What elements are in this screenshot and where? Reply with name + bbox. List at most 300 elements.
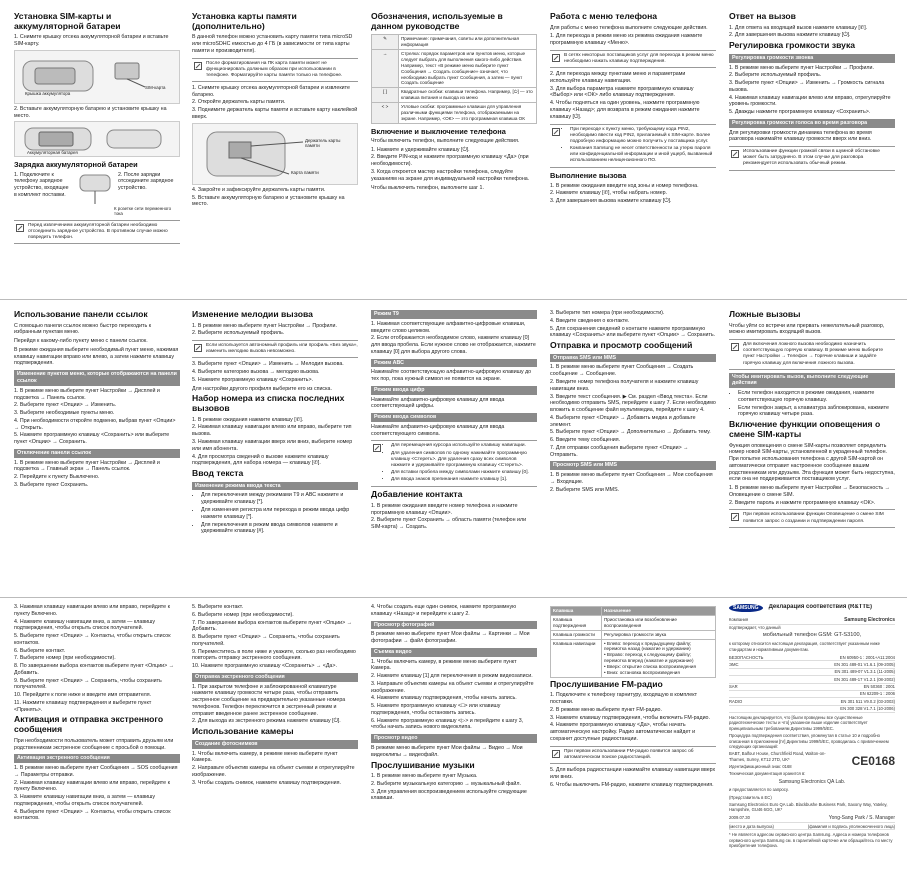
phone-sim-illustration: [14, 50, 180, 104]
sim-step: 4. Нажмите клавишу навигации вниз, а затем — клавишу подтверждения, чтобы открыть список получателей.: [14, 618, 155, 632]
p1-c2-steps-2: [192, 187, 358, 208]
memory-card-illustration: [192, 123, 358, 185]
card-holder-label: Держатель карты памяти: [305, 137, 341, 149]
answer-step: 1. Для ответа на входящий вызов нажмите клавишу [✆].: [729, 24, 868, 31]
table-cell: Приостановка или возобновление воспроизведения: [602, 615, 716, 630]
sim-alert-steps-cont: [14, 604, 180, 713]
symbol-glyph: ✎: [372, 35, 399, 50]
battery-cover-label: Крышка аккумулятора: [25, 90, 71, 96]
contact-steps: [371, 503, 537, 531]
table-cell: • Влево: переход к предыдущему файлу; перемотка назад (нажатие и удержание) • Вправо: переход к следующему файлу; перемотка вперед (нажатие и удержание) • Вверх: открытие списка воспроизведения • Вниз: остановка воспроизведения: [602, 639, 716, 677]
battery-illustration: [14, 121, 180, 157]
note-icon: [194, 62, 202, 70]
shortcut-step: 4. При необходимости откройте подменю, выбрав пункт <Опции> → Открыть.: [14, 417, 176, 431]
fm-step: 3. Нажмите клавишу подтверждения, чтобы включить FM-радио.: [550, 714, 710, 721]
p2-col-1: [14, 310, 180, 592]
p2-col-3: [371, 310, 537, 592]
p1-c4-step: 2. Для перехода между пунктами меню и параметрами используйте клавишу навигации.: [550, 71, 686, 84]
shortcut-off-step: 1. В режиме меню выберите пункт Настройки → Дисплей и подсветка → Главный экран → Панель ссылок.: [14, 459, 160, 473]
video-step: 3. Направьте объектив камеры на объект съемки и отрегулируйте изображение.: [371, 680, 534, 694]
t9-steps: [371, 321, 537, 356]
call-steps: [550, 183, 716, 205]
decl-sign-row: [729, 815, 895, 823]
fake-call-bar: Чтобы имитировать вызов, выполните следующие действия: [729, 373, 895, 389]
standard-row: [729, 669, 895, 676]
note-icon: [373, 444, 381, 452]
dial-step: 1. В режиме ожидания нажмите клавишу [✆].: [192, 416, 304, 423]
video-step: 5. Нажмите программную клавишу <□> или клавишу подтверждения, чтобы остановить запись.: [371, 703, 501, 716]
p2-c1-title: Использование панели ссылок: [14, 310, 148, 319]
sim-step: 10. Перейдите к поле ниже и введите имя отправителя.: [14, 692, 152, 699]
fm-steps: [550, 692, 716, 742]
view-photos-text: В режиме меню выберите пункт Мои файлы → Картинки → Мои фотографии → файл фотографии.: [371, 631, 530, 645]
symbol-text: Примечание: примечания, советы или дополнительная информация: [399, 35, 537, 50]
p1-col-4: [550, 12, 716, 297]
sim-alert-p: Функция оповещения о смене SIM-карты позволяет определить номер новой SIM-карты, установленной в украденный телефон. При попытке использования телефона с другой SIM-картой он автоматически отправит настроенное сообщение вашим родственникам или друзьям. Эта функция может быть недоступна, если она не поддерживается поставщиком услуг.: [729, 442, 895, 483]
socket-label: К розетке сети переменного тока: [114, 205, 172, 217]
decl-claim: к которому относится настоящая декларация, соответствует указанным ниже стандартам и нормативным документам.: [729, 641, 880, 652]
shortcut-off-bar: Отключение панели ссылок: [14, 449, 180, 458]
fake-call-p: Чтобы уйти со встречи или прервать нежелательный разговор, можно имитировать входящий вызов.: [729, 322, 885, 336]
sim-step: 9. Выберите пункт <Опции> → Сохранить, чтобы сохранить получателей.: [14, 677, 162, 691]
num-bar: Режим ввода цифр: [371, 386, 537, 395]
symbol-row: [372, 88, 537, 103]
camera-step: 3. Чтобы создать снимок, нажмите клавишу подтверждения.: [192, 779, 341, 786]
sms-step: 6. Введите тему сообщения.: [550, 437, 621, 444]
t9-bar: Режим T9: [371, 310, 537, 319]
charge-title: Зарядка аккумуляторной батареи: [14, 160, 138, 170]
sos-send-bar: Отправка экстренного сообщения: [192, 673, 358, 682]
symbol-glyph: [ ]: [372, 88, 399, 103]
contact-title: Добавление контакта: [371, 489, 463, 500]
volume-title: Регулировка громкости звука: [729, 40, 856, 51]
answer-step: 2. Для завершения вызова нажмите клавишу [⏻].: [729, 32, 851, 39]
declaration: [729, 616, 895, 848]
p1-col-3: [371, 12, 537, 297]
p1-c2-step: 1. Снимите крышку отсека аккумуляторной батареи и извлеките батарею.: [192, 84, 350, 98]
video-steps: [371, 659, 537, 732]
view-sms-steps: [550, 472, 716, 493]
p1-c2-step: 2. Откройте держатель карты памяти.: [192, 99, 286, 106]
contact-step: 2. Выберите пункт Сохранить → область памяти (телефон или SIM-карта) → Создать.: [371, 517, 527, 531]
sos-send-steps: [192, 684, 358, 726]
sim-step: 1. В режиме меню выберите пункт Настройки → Безопасность → Оповещение о смене SIM.: [729, 485, 890, 498]
note-icon: [552, 750, 560, 758]
video-step: 1. Чтобы включить камеру, в режиме меню выберите пункт Камера.: [371, 658, 517, 672]
standard-category: SAR: [729, 684, 738, 690]
standard-row: [729, 654, 895, 661]
symbol-text: Угловые скобки: программные клавиши для управления различными функциями телефона, отображаемыми на экране. Например, <ОК> — это программная клавиша ОК: [399, 103, 537, 124]
sos-step: 6. Выберите номер (при необходимости).: [192, 611, 294, 618]
table-cell: Клавиша громкости: [551, 630, 602, 639]
shortcut-off-step: 3. Выберите пункт Сохранить.: [14, 481, 89, 488]
decl-signer: Yong-Sang Park / S. Manager: [828, 815, 895, 822]
sos-send-step: 1. При закрытом телефоне и заблокированной клавиатуре нажмите клавишу громкости четыре раза, чтобы отправить экстренное сообщение на предварительно указанные номера телефонов. Телефон переключится в экстренный режим и отправит введенное ранее экстренное сообщение.: [192, 683, 346, 717]
fm-step: 1. Подключите к телефону гарнитуру, входящую в комплект поставки.: [550, 692, 698, 706]
power-steps: [371, 147, 537, 183]
p1-c4-intro: Для работы с меню телефона выполните следующие действия.: [550, 24, 708, 31]
volume-step: 1. В режиме меню выберите пункт Настройки → Профили.: [729, 64, 874, 71]
camera-step: 2. Направьте объектив камеры на объект съемки и отрегулируйте изображение.: [192, 765, 355, 778]
shortcut-off-step: 2. Перейдите к пункту Выключено.: [14, 474, 100, 481]
standards-list: [729, 654, 895, 713]
call-step: 2. Нажмите клавишу [✆], чтобы набрать номер.: [550, 190, 668, 197]
video-bar: Съемка видео: [371, 648, 537, 657]
note-icon: [552, 54, 560, 62]
samsung-logo: SAMSUNG: [729, 604, 763, 612]
fm-note: [550, 746, 716, 764]
messages-title: Отправка и просмотр сообщений: [550, 340, 693, 351]
ringtone-step: 1. В режиме меню выберите пункт Настройки → Профили.: [192, 322, 337, 329]
volume-step: 3. Выберите пункт <Опции> → Изменить → Громкость сигнала вызова.: [729, 80, 885, 93]
contact-step: 4. Введите сведения о контакте.: [550, 317, 630, 324]
p1-c5-note-text: Использование функции громкой связи в шумной обстановке может быть затруднено. В этом случае для разговора рекомендуется использовать обычный режим.: [743, 149, 880, 167]
dial-title: Набор номера из списка последних вызовов: [192, 393, 345, 414]
table-row: [551, 630, 716, 639]
sms-step: 2. Введите номер телефона получателя и нажмите клавишу навигации вниз.: [550, 378, 699, 392]
p1-c1-title: Установка SIM-карты и аккумуляторной батареи: [14, 12, 121, 31]
charger-icon: [76, 172, 114, 206]
decl-org-id: Идентификационный знак: 0168: [729, 764, 792, 770]
view-photos-bar: Просмотр фотографий: [371, 621, 537, 630]
power-title: Включение и выключение телефона: [371, 126, 506, 136]
standard-category: БЕЗОПАСНОСТЬ: [729, 654, 764, 660]
sos-step: 9. Переместитесь в поле ниже и укажите, сколько раз необходимо повторить отправку экстренного сообщения.: [192, 648, 356, 662]
sim-step: 11. Нажмите клавишу подтверждения и выберите пункт <Принять>.: [14, 699, 152, 713]
sos-send-step: 2. Для выхода из экстренного режима нажмите клавишу [⏻].: [192, 718, 341, 725]
p1-c1-note: [14, 220, 180, 244]
decl-company: Samsung Electronics: [844, 616, 895, 623]
dial-step: 3. Нажимая клавишу навигации вверх или вниз, выберите номер или имя абонента.: [192, 439, 353, 452]
send-sms-bar: Отправка SMS или MMS: [550, 354, 716, 363]
power-step: 2. Введите PIN-код и нажмите программную клавишу <Да> (при необходимости).: [371, 154, 529, 168]
sos-activate-bar: Активация экстренного сообщения: [14, 754, 180, 763]
sms-step: 1. В режиме меню выберите пункт Сообщения → Создать сообщение → Сообщение.: [550, 364, 694, 378]
standard-code: EN 301 489-17 V1.2.1 (08-2002): [834, 676, 895, 682]
contact-step: 1. В режиме ожидания введите номер телефона и нажмите программную клавишу <Опции>.: [371, 502, 518, 516]
text-mode-bar: Изменение режима ввода текста: [192, 482, 358, 491]
p1-c2-steps: [192, 85, 358, 121]
sos-step: 2. Нажимая клавишу навигации влево или вправо, перейдите к пункту Включено.: [14, 779, 170, 793]
fm-step: 5. Для выбора радиостанции нажимайте клавишу навигации вверх или вниз.: [550, 766, 716, 780]
decl-body: Настоящим декларируется, что [были проведены все существенные радиотехнические тесты и что] указанное выше изделие соответствует принципиальным требованиям Директивы 1999/5/EC.: [729, 715, 868, 731]
fake-call-item: • Если телефон закрыт, а клавиатура заблокирована, нажмите горячую клавишу четыре раза.: [738, 405, 895, 419]
standard-code: EN 301 511 V9.0.2 (03-2003): [840, 698, 895, 704]
dial-steps: [192, 417, 358, 467]
ringtone-step: 3. Выберите пункт <Опции> → Изменить → Мелодия вызова.: [192, 361, 344, 368]
fake-call-note-text: Для включения ложного вызова необходимо назначить соответствующую горячую клавишу. В режиме меню выберите пункт Настройки → Телефон → Горячие клавиши и задайте горячую клавишу для включения ложного вызова.: [743, 342, 884, 366]
charge-step-1: 1. Подключите к телефону зарядное устройство, входящее в комплект поставки.: [14, 171, 69, 198]
music-title: Прослушивание музыки: [371, 759, 475, 770]
note-item: • Для вставки пробела между символами нажмите клавишу [0].: [391, 470, 537, 476]
decl-rep: (Представитель в ЕС): [729, 794, 772, 800]
memory-card-icon: [193, 124, 357, 184]
shortcut-step: 2. Выберите пункт <Опции> → Изменить.: [14, 402, 117, 409]
call-volume-bar: Регулировка громкости голоса во время разговора: [729, 119, 895, 128]
ring-volume-bar: Регулировка громкости звонка: [729, 54, 895, 63]
sim-card-label: SIM-карта: [145, 84, 166, 90]
decl-provide: и предоставляется по запросу.: [729, 787, 789, 793]
column-header: Назначение: [602, 607, 716, 616]
ringtone-note-text: Если используется автономный профиль или профиль «Без звука», изменить мелодию вызова невозможно.: [206, 343, 358, 355]
symbol-row: [372, 35, 537, 50]
standard-code: EN 301 489-01 V1.6.1 (09-2005): [834, 661, 895, 667]
p1-col-2: [192, 12, 358, 297]
note-item: • При переходе к пункту меню, требующему кода PIN2, необходимо ввести код PIN2, прилагаемый к SIM-карте. Более подробную информацию можно получить у поставщика услуг.: [570, 127, 716, 145]
standard-row: [729, 691, 895, 698]
fm-title: Прослушивание FM-радио: [550, 678, 663, 689]
standard-code: EN 300 328 V1.7.1 (10-2006): [840, 706, 895, 712]
note-icon: [731, 513, 739, 521]
ringtone-steps: [192, 323, 358, 338]
p1-c4-steps: [550, 71, 716, 120]
p3-col-5: [729, 604, 895, 891]
p2-c1-p3: В режиме ожидания выберите необходимый пункт меню, нажимая клавишу навигации вправо или влево, а затем нажмите клавишу подтверждения.: [14, 346, 179, 367]
sos-step: 10. Нажмите программную клавишу <Сохранить> → <Да>.: [192, 663, 337, 670]
note-icon: [16, 224, 24, 232]
decl-title: Декларация соответствия (R&TTE): [768, 604, 873, 611]
photo-bar: Создание фотоснимков: [192, 740, 358, 749]
sos-step: 8. Выберите пункт <Опции> → Сохранить, чтобы сохранить получателей.: [192, 634, 340, 647]
table-cell: Регулировка громкости звука: [602, 630, 716, 639]
table-cell: Клавиша навигации: [551, 639, 602, 677]
view-video-bar: Просмотр видео: [371, 734, 537, 743]
p1-c3-title: Обозначения, используемые в данном руководстве: [371, 12, 503, 31]
sim-step: 6. Выберите контакт.: [14, 647, 66, 654]
sim-step: 3. Нажимая клавишу навигации влево или вправо, перейдите к пункту Включено.: [14, 604, 170, 617]
ce-mark-icon: CE0168: [851, 753, 895, 768]
shortcut-step: 3. Выберите необходимые пункты меню.: [14, 410, 115, 417]
p1-c2-note: [192, 58, 358, 82]
music-keys-table: [550, 606, 716, 678]
standard-code: EN 60950-1 : 2001+A11:2004: [839, 654, 895, 660]
sos-step: 3. Нажмите клавишу навигации вниз, а затем — клавишу подтверждения, чтобы открыть список получателей.: [14, 794, 155, 807]
decl-addr: Samsung Electronics Euro QA Lab. Blackbushe Business Park, Saxony Way, Yateley, Hampshire, GU46 6GG, UK*: [729, 801, 888, 813]
symbols-table: [371, 34, 537, 123]
t9-step: 2. Если отображается необходимое слово, нажмите клавишу [0] для ввода пробела. Если нужное слово не отображается, нажмите клавишу [0] для выбора другого слова.: [371, 335, 536, 355]
t9-step: 1. Нажимая соответствующие алфавитно-цифровые клавиши, введите слово целиком.: [371, 320, 526, 334]
music-steps: [371, 773, 537, 802]
send-sms-steps: [550, 364, 716, 458]
fm-step: 2. В режиме меню выберите пункт FM-радио.: [550, 706, 662, 713]
sos-step: 1. В режиме меню выберите пункт Сообщения → SOS сообщения → Параметры отправки.: [14, 765, 178, 778]
standard-row: [729, 676, 895, 683]
p1-c2-step: 4. Закройте и зафиксируйте держатель карты памяти.: [192, 186, 326, 193]
view-step: 1. В режиме меню выберите пункт Сообщения → Мои сообщения → Входящие.: [550, 472, 713, 485]
sos-steps: [14, 765, 180, 822]
camera-steps: [192, 751, 358, 787]
power-intro: Чтобы включить телефон, выполните следующие действия.: [371, 137, 520, 144]
music-step: 1. В режиме меню выберите пункт Музыка.: [371, 773, 478, 780]
fm-note-text: При первом использовании FM-радио появится запрос об автоматическом поиске радиостанций.: [564, 748, 694, 760]
note-item: • Для удаления символов по одному нажимайте программную клавишу <Стереть>. Для удаления сразу всех символов нажмите и удерживайте программную клавишу <Стереть>.: [391, 451, 537, 469]
shortcut-step: 5. Нажмите программную клавишу <Сохранить> или выберите пункт <Опции> → Сохранить.: [14, 432, 170, 446]
sos-step: 7. По завершении выбора контактов выберите пункт <Опции> → Добавить.: [192, 619, 352, 633]
camera-step: 1. Чтобы включить камеру, в режиме меню выберите пункт Камера.: [192, 750, 338, 764]
call-title: Выполнение вызова: [550, 171, 627, 181]
dial-step: 4. Для просмотра сведений о вызове нажмите клавишу подтверждения, для набора номера — клавишу [✆].: [192, 453, 329, 467]
battery-label: Аккумуляторная батарея: [27, 150, 78, 156]
view-sms-bar: Просмотр SMS или MMS: [550, 461, 716, 470]
p1-c1-step2: 2. Вставьте аккумуляторную батарею и установите крышку на место.: [14, 105, 167, 119]
charge-steps: [14, 172, 180, 206]
p1-c4-step: 3. Для выбора параметра нажмите программную клавишу <Выбор> или <ОК> либо клавишу подтверждения.: [550, 85, 694, 99]
shortcut-off-steps: [14, 460, 180, 489]
sos-step: 5. Выберите контакт.: [192, 604, 244, 610]
divider: [0, 299, 907, 300]
p2-c1-p1: С помощью панели ссылок можно быстро переходить к избранным пунктам меню.: [14, 322, 152, 336]
text-input-title: Ввод текста: [192, 468, 244, 479]
p1-c2-title: Установка карты памяти (дополнительно): [192, 12, 297, 31]
shortcut-edit-bar: Изменение пунктов меню, которые отображаются на панели ссылок: [14, 370, 180, 386]
note-icon: [552, 128, 560, 136]
ringtone-note: [192, 340, 358, 358]
sym-text: Нажимайте алфавитно-цифровую клавишу для ввода соответствующего символа.: [371, 423, 505, 437]
charge-step-2: 2. После зарядки отсоедините зарядное устройство.: [118, 171, 174, 192]
fm-steps-2: [550, 767, 716, 788]
ringtone-step: 5. Нажмите программную клавишу <Сохранить>.: [192, 376, 314, 383]
note-icon: [731, 343, 739, 351]
p1-c2-note-text: После форматирования на ПК карта памяти может не функционировать должным образом при использовании в телефоне. Форматируйте карты памяти только на телефоне.: [206, 60, 343, 78]
memory-card-label: Карта памяти: [291, 169, 319, 175]
p3-col-2: [192, 604, 358, 891]
abc-bar: Режим АВС: [371, 359, 537, 368]
decl-header: [729, 604, 895, 612]
decl-signer-label: (фамилия и подпись уполномоченного лица): [807, 823, 895, 829]
text-mode-list: [192, 492, 358, 535]
sms-step: 3. Введите текст сообщения. ▶ См. раздел «Ввод текста». Если необходимо отправить SMS, перейдите к шагу 7. Если необходимо вложить в сообщение файл мультимедиа, перейдите к шагу 4.: [550, 393, 716, 414]
p1-c4-step1: 1. Для перехода в режим меню из режима ожидания нажмите программную клавишу <Меню>.: [550, 33, 703, 47]
video-step: 4. Нажмите клавишу подтверждения, чтобы начать запись.: [371, 695, 517, 702]
standard-code: EN 62209-1 : 2006: [859, 691, 895, 697]
p3-col-4: [550, 604, 716, 891]
note-icon: [194, 344, 202, 352]
camera-title: Использование камеры: [192, 726, 294, 737]
panel-2: [0, 302, 907, 594]
p2-c1-p2: Перейдя к какому-либо пункту меню с панели ссылок.: [14, 338, 148, 345]
text-mode-item: • Для изменения регистра или перехода в режим ввода цифр нажмите клавишу [*].: [201, 507, 358, 521]
ringtone-steps-2: [192, 361, 358, 383]
sim-alert-steps: [729, 485, 895, 506]
p1-c1-note-text: Перед извлечением аккумуляторной батареи необходимо отсоединить зарядное устройство. В противном случае можно повредить телефон.: [28, 222, 168, 241]
p1-c2-step: 3. Поднимите держатель карты памяти и вставьте карту наклейкой вверх.: [192, 107, 358, 120]
text-note-list: [385, 443, 537, 483]
note-item: • Для ввода знаков препинания нажмите клавишу [1].: [391, 477, 537, 483]
shortcut-edit-steps: [14, 388, 180, 446]
standard-row: [729, 706, 895, 713]
call-step: 3. Для завершения вызова нажмите клавишу [⏻].: [550, 198, 672, 205]
sos-p: При необходимости пользователь может отправить друзьям или родственникам экстренное сообщение с просьбой о помощи.: [14, 737, 174, 751]
answer-steps: [729, 25, 895, 40]
sos-title: Активация и отправка экстренного сообщения: [14, 714, 164, 735]
p1-c4-step: 4. Чтобы подняться на один уровень, нажмите программную клавишу <Назад>; для возврата в режим ожидания нажмите клавишу [⏻].: [550, 100, 700, 120]
symbol-text: Стрелка: порядок параметров или пунктов меню, которые следует выбрать для выполнения какого-либо действия. Например, текст «В режиме меню выберите пункт Сообщения → Создать сообщение» означает, что необходимо выбрать пункт Сообщения, а затем — пункт Создать сообщение: [399, 50, 537, 88]
volume-step: 4. Нажимая клавишу навигации влево или вправо, отрегулируйте уровень громкости.: [729, 94, 891, 108]
standard-code: EN 50360 : 2001: [863, 684, 895, 690]
divider: [0, 597, 907, 598]
p1-col-1: [14, 12, 180, 297]
decl-org: BABT, Balfour House, Churchfield Road, Walton-on-Thames, Surrey, KT12 2TD, UK*: [729, 751, 826, 762]
symbol-row: [372, 50, 537, 88]
sms-step: 4. Выберите пункт <Опции> → Добавить медиа и добавьте элемент.: [550, 414, 696, 428]
symbol-glyph: →: [372, 50, 399, 88]
p3-col-1: [14, 604, 180, 891]
volume-steps: [729, 65, 895, 116]
p1-c2-intro: В данной телефон можно установить карту памяти типа microSD или microSDHC емкостью до 4 ГБ (в зависимости от типа карты памяти и производителя).: [192, 34, 353, 54]
shortcut-step: 1. В режиме меню выберите пункт Настройки → Дисплей и подсветка → Панель ссылок.: [14, 387, 160, 401]
decl-confirm: подтверждает, что данный: [729, 624, 781, 630]
p1-c4-title: Работа с меню телефона: [550, 12, 658, 21]
fm-step: 4. Нажмите программную клавишу <Да>, чтобы начать автоматическую настройку. Радио автоматически найдет и сохранит доступные радиостанции.: [550, 722, 696, 742]
fake-call-title: Ложные вызовы: [729, 310, 801, 319]
decl-product: мобильный телефон GSM: GT-S3100,: [762, 632, 862, 639]
text-mode-item: • Для переключения в режим ввода символов нажмите и удерживайте клавишу [#].: [201, 522, 358, 536]
sms-step: 5. Выберите пункт <Опции> → Дополнительно → Добавить тему.: [550, 429, 711, 436]
note-item: • Для перемещения курсора используйте клавишу навигации.: [391, 443, 537, 449]
volume-step: 5. Дважды нажмите программную клавишу <Сохранить>.: [729, 109, 871, 116]
p1-c4-note2: [550, 124, 716, 169]
table-row: [551, 615, 716, 630]
p1-c4-note1: [550, 50, 716, 68]
p1-c1-step1: 1. Снимите крышку отсека аккумуляторной батареи и вставьте SIM-карту.: [14, 34, 169, 48]
p1-c2-step: 5. Вставьте аккумуляторную батарею и установите крышку на место.: [192, 194, 345, 208]
sim-step: 8. По завершении выбора контактов выберите пункт <Опции> → Добавить.: [14, 663, 174, 676]
decl-org-row: [729, 751, 895, 771]
ringtone-title: Изменение мелодии вызова: [192, 310, 313, 319]
sos-step: 4. Выберите пункт <Опции> → Контакты, чтобы открыть список контактов.: [14, 808, 171, 822]
sym-bar: Режим ввода символов: [371, 413, 537, 422]
p2-col-4: [550, 310, 716, 592]
call-volume-text: Для регулировки громкости динамика телефона во время разговора нажимайте клавишу громкости вверх или вниз.: [729, 129, 872, 143]
symbol-row: [372, 103, 537, 124]
decl-company-row: [729, 616, 895, 624]
p2-col-5: [729, 310, 895, 592]
contact-step: 3. Выберите тип номера (при необходимости).: [550, 310, 665, 316]
video-step: 6. Нажмите программную клавишу <▷> и перейдите к шагу 3, чтобы начать запись нового видеоклипа.: [371, 717, 524, 731]
symbol-glyph: < >: [372, 103, 399, 124]
sim-alert-note-text: При первом использовании функции Оповещение о смене SIM появится запрос о создании и подтверждении пароля.: [743, 512, 884, 524]
p1-c4-note1-text: В сетях некоторых поставщиков услуг для перехода в режим меню необходимо нажать клавишу подтверждения.: [564, 52, 714, 65]
decl-sign-labels: [729, 823, 895, 830]
contact-steps-cont: [550, 310, 716, 339]
panel-1: [0, 0, 907, 298]
camera-step-4: 4. Чтобы создать еще один снимок, нажмите программную клавишу <Назад> и перейдите к шагу 2.: [371, 604, 517, 617]
p1-col-5: [729, 12, 895, 297]
p3-col-3: [371, 604, 537, 891]
sim-step: 7. Выберите номер (при необходимости).: [14, 655, 116, 662]
music-step: 2. Выберите музыкальную категорию → музыкальный файл.: [371, 780, 521, 787]
music-step: 3. Для управления воспроизведением используйте следующие клавиши.: [371, 788, 527, 802]
call-step: 1. В режиме ожидания введите код зоны и номер телефона.: [550, 182, 699, 189]
p1-c5-note: [729, 146, 895, 170]
view-step: 2. Выберите SMS или MMS.: [550, 486, 620, 493]
abc-text: Нажимайте соответствующую алфавитно-цифровую клавишу до тех пор, пока нужный символ не появится на экране.: [371, 369, 532, 383]
video-step: 2. Нажмите клавишу [1] для переключения в режим видеозаписи.: [371, 673, 533, 680]
sim-alert-note: [729, 509, 895, 527]
column-header: Клавиша: [551, 607, 602, 616]
text-mode-item: • Для переключения между режимами T9 и АВС нажмите и удерживайте клавишу [*].: [201, 492, 358, 506]
contact-step: 5. Для сохранения сведений о контакте нажмите программную клавишу <Сохранить> или выберите пункт <Опции> → Сохранить.: [550, 325, 716, 339]
sos-steps-cont: [192, 604, 358, 670]
num-text: Нажимайте алфавитно-цифровую клавишу для ввода соответствующей цифры.: [371, 396, 505, 410]
symbol-text: Квадратные скобки: клавиши телефона. Например, [⏻] — это клавиша питания и выхода из меню: [399, 88, 537, 103]
panel-3: [0, 600, 907, 893]
decl-lab: Samsung Electronics QA Lab.: [778, 778, 846, 785]
volume-step: 2. Выберите используемый профиль.: [729, 72, 822, 79]
decl-foot: * Не является адресом сервисного центра Samsung. Адреса и номера телефонов сервисного центра Samsung см. в гарантийной карточке или обращайтесь по месту приобретения телефона.: [729, 832, 893, 849]
decl-company-label: Компания: [729, 616, 749, 622]
ringtone-step: 2. Выберите используемый профиль.: [192, 330, 285, 337]
